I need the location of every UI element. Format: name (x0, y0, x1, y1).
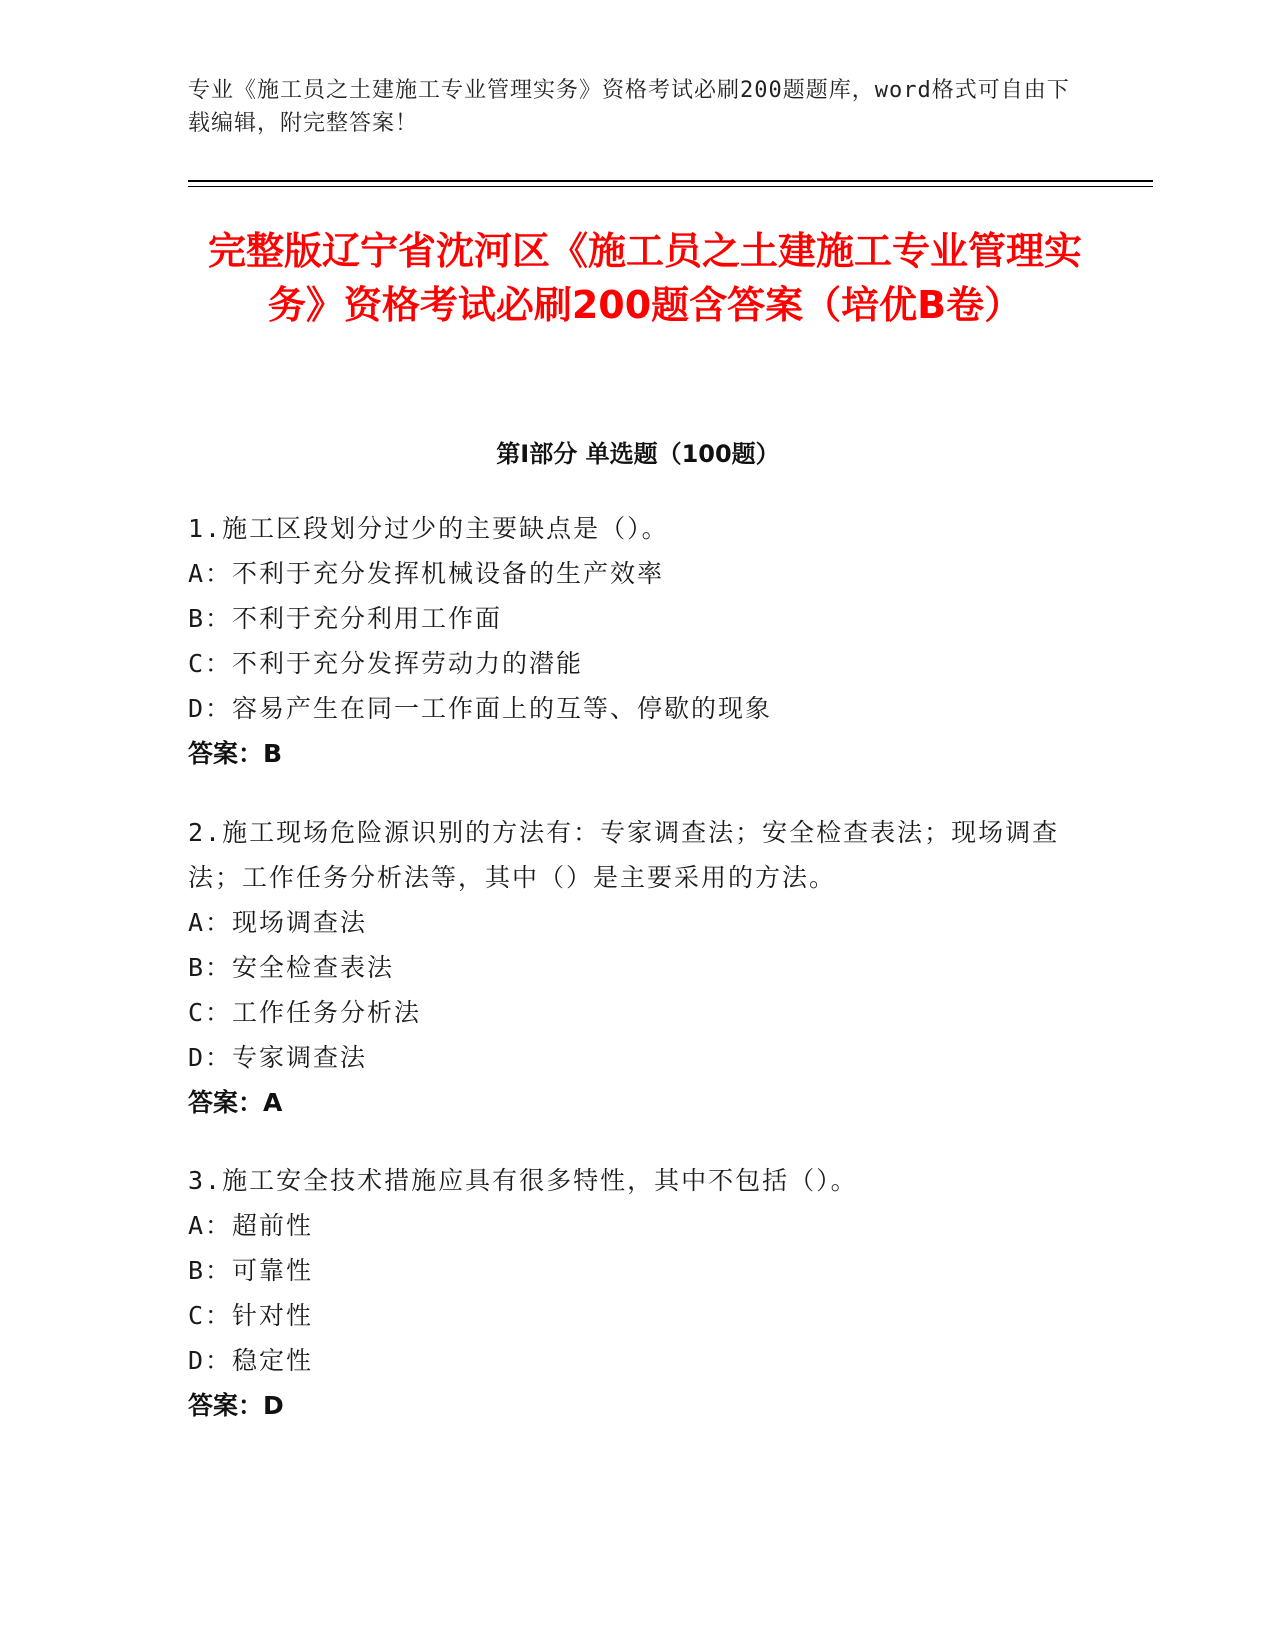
header-divider-thick (188, 180, 1153, 182)
question-stem: 1.施工区段划分过少的主要缺点是（）。 (188, 514, 669, 543)
option-d: D：容易产生在同一工作面上的互等、停歇的现象 (188, 694, 773, 723)
option-c: C：不利于充分发挥劳动力的潜能 (188, 649, 584, 678)
document-title: 完整版辽宁省沈河区《施工员之土建施工专业管理实务》资格考试必刷200题含答案（培优B卷） (207, 229, 1082, 327)
answer-line: 答案：D (188, 1391, 284, 1420)
option-b: B：可靠性 (188, 1256, 314, 1285)
question-3 (188, 1158, 1068, 1428)
option-b: B：安全检查表法 (188, 953, 395, 982)
option-a: A：现场调查法 (188, 908, 368, 937)
option-a: A：不利于充分发挥机械设备的生产效率 (188, 559, 665, 588)
option-b: B：不利于充分利用工作面 (188, 604, 503, 633)
option-d: D：专家调查法 (188, 1043, 368, 1072)
header-divider-thin (188, 186, 1153, 187)
option-c: C：工作任务分析法 (188, 998, 422, 1027)
question-stem: 2.施工现场危险源识别的方法有：专家调查法；安全检查表法；现场调查法；工作任务分析法等，其中（）是主要采用的方法。 (188, 818, 1060, 892)
question-2 (188, 810, 1068, 1125)
question-stem: 3.施工安全技术措施应具有很多特性，其中不包括（）。 (188, 1166, 858, 1195)
header-note: 专业《施工员之土建施工专业管理实务》资格考试必刷200题题库，word格式可自由下载编辑，附完整答案！ (188, 78, 1070, 136)
option-a: A：超前性 (188, 1211, 314, 1240)
option-d: D：稳定性 (188, 1346, 314, 1375)
option-c: C：针对性 (188, 1301, 314, 1330)
answer-line: 答案：B (188, 739, 283, 768)
question-1 (188, 506, 1068, 776)
section-heading: 第I部分 单选题（100题） (496, 440, 780, 468)
answer-line: 答案：A (188, 1088, 283, 1117)
